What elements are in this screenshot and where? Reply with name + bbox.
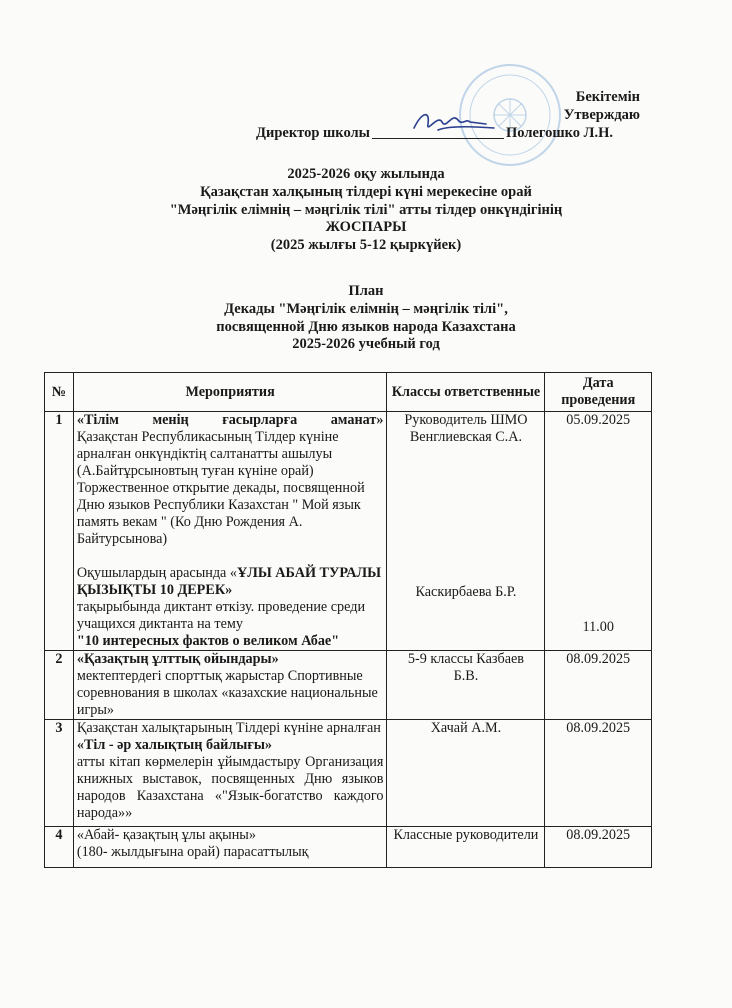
date-text: 05.09.2025 [566,412,631,428]
row-event [73,651,387,720]
row-event [73,827,387,868]
event-text: «Абай- қазақтың ұлы ақыны» [76,827,256,843]
row-date: 08.09.2025 [545,827,652,868]
heading-ru-line: 2025-2026 учебный год [292,336,440,353]
event-text: атты кітап көрмелерін ұйымдастыру Организация книжных выставок, посвященных Дню языков народов Казахстана «"Язык-богатство каждого народа»» [76,754,384,821]
plan-table [44,372,652,868]
director-line [256,124,613,142]
row-date: 08.09.2025 [545,720,652,827]
table-row [45,651,652,720]
event-text: Қазақстан Республикасының Тілдер күніне арналған онкүндіктің салтанатты ашылуы (А.Байтұрсыновтың туған күніне орай) Торжественное открытие декады, посвященной Дню языков Республики Казахстан " Мой язык память векам " (Ко Дню Рождения А. Байтурсынова) [76,429,365,547]
event-title: «Тіл - әр халықтың байлығы» [76,737,272,753]
event-text: мектептердегі спорттық жарыстар Спортивные соревнования в школах «казахские национальные игры» [76,668,378,718]
row-event [73,720,387,827]
row-event [73,412,387,651]
heading-ru-line: План [348,283,384,299]
event-title: «Қазақтың ұлттық ойындары» [76,651,279,667]
signature-blank [372,124,504,139]
event-text [77,720,384,754]
table-row [45,827,652,868]
header-date: Дата проведения [545,373,652,412]
table-header-row [45,373,652,412]
spacer [390,446,541,584]
event-text [77,565,384,599]
heading-ru [0,283,732,354]
spacer [77,548,384,565]
director-label: Директор школы [256,125,370,141]
row-resp: Хачай А.М. [387,720,545,827]
event-text: тақырыбында диктант өткізу. проведение среди учащихся диктанта на тему [76,599,366,632]
resp-text: Каскирбаева Б.Р. [415,584,517,600]
row-date: 08.09.2025 [545,651,652,720]
heading-ru-line: Декады "Мәңгілік елімнің – мәңгілік тілі", [224,300,508,317]
header-event: Мероприятия [73,373,387,412]
table-row [45,720,652,827]
row-resp [387,412,545,651]
approval-ru: Утверждаю [563,107,640,123]
row-num: 1 [45,412,74,651]
row-resp: Классные руководители [387,827,545,868]
header-resp: Классы ответственные [387,373,545,412]
row-resp: 5-9 классы Казбаев Б.В. [387,651,545,720]
row-num: 2 [45,651,74,720]
event-text: (180- жылдығына орай) парасаттылық [76,844,309,860]
event-title: "10 интересных фактов о великом Абае" [76,633,340,649]
heading-kz-line: (2025 жылғы 5-12 қыркүйек) [270,237,462,254]
row-num: 4 [45,827,74,868]
event-title: «Тілім менің ғасырларға аманат» [76,412,384,428]
event-title: ҰЛЫ АБАЙ ТУРАЛЫ ҚЫЗЫҚТЫ 10 ДЕРЕК» [76,565,382,598]
table-row [45,412,652,651]
director-name: Полегошко Л.Н. [505,125,613,141]
heading-kz-line: Қазақстан халқының тілдері күні мерекесіне орай [200,183,532,200]
heading-kz [0,166,732,255]
heading-kz-line: "Мәңгілік елімнің – мәңгілік тілі" атты тілдер онкүндігінің [169,201,563,218]
heading-ru-line: посвященной Дню языков народа Казахстана [216,318,516,335]
row-num: 3 [45,720,74,827]
heading-kz-line: 2025-2026 оқу жылында [287,166,445,182]
event-pre: Қазақстан халықтарының Тілдері күніне арналған [76,720,381,736]
resp-text: Руководитель ШМО Венглиевская С.А. [404,412,528,445]
header-num: № [45,373,74,412]
event-pre: Оқушылардың арасында « [76,565,237,581]
approval-kz: Бекітемін [575,89,640,105]
heading-kz-line: ЖОСПАРЫ [325,219,407,236]
spacer [548,429,648,619]
date-text: 11.00 [582,619,614,635]
row-date [545,412,652,651]
